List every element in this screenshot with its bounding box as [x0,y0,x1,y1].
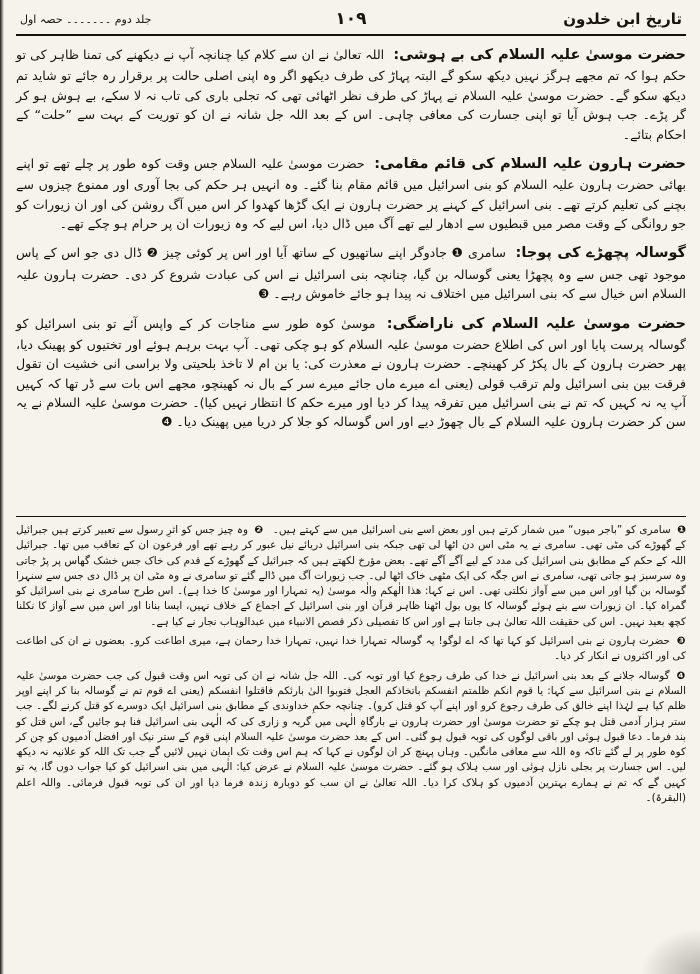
section-paragraph [16,313,686,432]
footnote-text: وہ چیز جس کو اثرِ رسول سے تعبیر کرتے ہیں جبرائیل کے گھوڑے کی مٹی تھی۔ سامری نے یہ مٹی اس دن اٹھا لی تھی جبکہ بنی اسرائیل دریائے نیل عبور کر رہے تھے اور فرعون ان کے تعاقب میں تھا۔ جبرائیل اللہ کے حکم کے مطابق بنی اسرائیل کی مدد کے لیے آگے آگے تھے۔ بعض مؤرخ لکھتے ہیں کہ جبرائیل کے گھوڑے کے قدم کی خاک جس خشک گھاس پر پڑ جاتی وہ سرسبز ہو جاتی تھی، سامری نے اس جگہ کی ایک مٹھی خاک اٹھا لی۔ جب زیورات آگ میں ڈالے گئے تو سامری نے وہ مٹی ان پر ڈال دی جس سے سنہرا گوسالہ بن گیا اور اس میں سے آواز نکلتی تھی۔ اس نے کہا: ھذا الٰھکم والٰہ موسیٰ (یہ تمہارا اور موسیٰ کا خدا ہے)۔ اس طرح سامری نے بنی اسرائیل کو گمراہ کیا۔ ان زیورات سے بنے ہوئے گوسالہ کا یوں بول اٹھنا ظاہر قرآن اور بنی اسرائیل کے اجماع کے خلاف نہیں، ایسا بنانا اور اس میں سے آواز کا نکلنا کچھ بعید نہیں۔ اس کی حقیقت اللہ تعالیٰ ہی جانتا ہے اور اس کا تفصیلی ذکر قصص الانبیاء میں عبدالوہاب نجار نے کیا ہے۔ [16,524,686,628]
footnote-marker: ❷ [254,524,264,536]
page-header [16,6,686,32]
footnote [16,523,686,630]
volume-label: جلد دوم ۔۔۔۔۔۔۔ حصہ اول [20,12,152,26]
section-heading: حضرت موسیٰ علیہ السلام کی ناراضگی: [386,315,686,332]
main-text [16,44,686,512]
footnote-marker: ❶ [677,524,686,536]
page-number: ۱۰۹ [335,9,367,29]
footnote [16,669,686,807]
footnote-marker: ❹ [676,669,686,682]
section-body: اللہ تعالیٰ نے ان سے کلام کیا چنانچہ آپ نے دیکھنے کی تمنا ظاہر کی تو حکم ہوا کہ تم مجھے ہرگز نہیں دیکھ سکو گے البتہ پہاڑ کی طرف دیکھو اگر وہ اپنی اصلی حالت پر برقرار رہ جائے تو شاید تم دیکھ سکو گے۔ حضرت موسیٰ علیہ السلام نے پہاڑ کی طرف نظر اٹھائی تھی کہ تجلی باری کی تاب نہ لا سکے، بے ہوش ہو کر گر پڑے۔ جب ہوش آیا تو اپنی جسارت کی معافی چاہی۔ اس کے بعد اللہ جل شانہ نے ان کو توریت کے بہت سے ”حلت“ کے احکام بتائے۔ [16,47,686,142]
section-heading: گوسالہ پچھڑے کی پوجا: [515,245,686,262]
book-title: تاریخ ابن خلدون [563,10,682,28]
section-paragraph [16,44,686,144]
header-divider [16,34,686,36]
footnote-marker: ❸ [676,635,686,648]
footnote-text: گوسالہ جلانے کے بعد بنی اسرائیل نے خدا کی طرف رجوع کیا اور توبہ کی۔ اللہ جل شانہ نے ان کی توبہ اس وقت قبول کی جب حضرت موسیٰ علیہ السلام نے بنی اسرائیل سے کہا: یا قوم انکم ظلمتم انفسکم باتخاذکم العجل فتوبوا الیٰ بارئکم فاقتلوا انفسکم (یعنی اے قوم تم نے گوسالہ بنا کر اپنے اوپر ظلم کیا ہے لہٰذا اپنے خالق کی طرف رجوع کرو اور اپنے آپ کو قتل کرو)۔ چنانچہ حکمِ خداوندی کے مطابق بنی اسرائیل ایک دوسرے کو قتل کرنے لگے۔ جب ستر ہزار آدمی قتل ہو چکے تو حضرت موسیٰ اور حضرت ہارون نے بارگاہِ الٰہی میں گریہ و زاری کی کہ الٰہی بنی اسرائیل فنا ہو جائیں گے، اس قتل کو بند فرما۔ دعا قبول ہوئی اور باقی لوگوں کی توبہ قبول ہو گئی۔ اس کے بعد حضرت موسیٰ علیہ السلام اپنی قوم کے ستر نیک اور افضل آدمیوں کو چن کر کوہ طور پر لے گئے تاکہ وہ اللہ سے معافی مانگیں۔ وہاں پہنچ کر ان لوگوں نے کہا کہ ہم اس وقت تک ایمان نہیں لائیں گے جب تک اللہ کو علانیہ نہ دیکھ لیں۔ اس جسارت پر بجلی نازل ہوئی اور سب ہلاک ہو گئے۔ حضرت موسیٰ علیہ السلام نے عرض کیا: الٰہی میں بنی اسرائیل کو کیا جواب دوں گا، یہ تو کہیں گے کہ تم نے ہمارے بہترین آدمیوں کو ہلاک کرا دیا۔ اللہ تعالیٰ نے ان سب کو دوبارہ زندہ فرما دیا اور ان کی توبہ قبول فرمائی۔ واللہ اعلم (البقرۃ)۔ [16,669,686,805]
footnote-text: سامری کو ”باجر میوں“ میں شمار کرتے ہیں اور بعض اسے بنی اسرائیل میں سے کہتے ہیں۔ [272,524,671,536]
section-paragraph [16,242,686,303]
footnotes-section [16,523,686,806]
scan-edge-artifact [0,0,4,974]
section-heading: حضرت ہارون علیہ السلام کی قائم مقامی: [374,155,686,172]
section-body: موسیٰ کوہ طور سے مناجات کر کے واپس آئے تو بنی اسرائیل کو گوسالہ پرست پایا اور اس کی اطلاع حضرت موسیٰ علیہ السلام کو ہو چکی تھی۔ آپ بہت برہم ہوئے اور تختیوں کو پھینک دیا، پھر حضرت ہارون کے بال پکڑ کر کھینچے۔ حضرت ہارون نے معذرت کی: یا بن ام لا تاخذ بلحیتی ولا براسی انی خشیت ان تقول فرقت بین بنی اسرائیل ولم ترقب قولی (یعنی اے میرے ماں جائے میرے سر کے بال نہ کھینچو، مجھے اس بات سے ڈر تھا کہ کہیں آپ یہ نہ کہیں کہ تم نے بنی اسرائیل میں تفرقہ پیدا کر دیا اور میرے حکم کا انتظار نہیں کیا)۔ حضرت موسیٰ علیہ السلام نے یہ سن کر حضرت ہارون علیہ السلام کے بال چھوڑ دیے اور اس گوسالہ کو جلا کر دریا میں پھینک دیا۔ ❹ [16,315,686,430]
scan-corner-smudge [640,928,700,974]
section-paragraph [16,153,686,234]
footnote-divider [16,516,686,517]
footnote-text: حضرت ہارون نے بنی اسرائیل کو کہا تھا کہ اے لوگو! یہ گوسالہ تمہارا خدا نہیں، تمہارا خدا رحمان ہے، میری اطاعت کرو۔ بعضوں نے ان کی اطاعت کی اور اکثروں نے انکار کر دیا۔ [16,635,686,663]
section-heading: حضرت موسیٰ علیہ السلام کی بے ہوشی: [393,47,686,63]
section-body: سامری ❶ جادوگر اپنے ساتھیوں کے ساتھ آیا اور اس پر کوئی چیز ❷ ڈال دی جو اس کے پاس موجود تھی جس سے وہ پچھڑا یعنی گوسالہ بن گیا، چنانچہ بنی اسرائیل نے اس کی عبادت شروع کر دی۔ حضرت ہارون علیہ السلام اس خیال سے کہ بنی اسرائیل میں اختلاف نہ پیدا ہو جائے خاموش رہے۔ ❸ [16,245,686,302]
section-body: حضرت موسیٰ علیہ السلام جس وقت کوہ طور پر چلے تھے تو اپنے بھائی حضرت ہارون علیہ السلام کو بنی اسرائیل میں قائم مقام بنا گئے۔ وہ انہیں ہر حکم کی بجا آوری اور ممنوع چیزوں سے بچنے کی تعلیم کرتے تھے۔ بنی اسرائیل کے کہنے پر حضرت ہارون نے ایک گڑھا کھدوا کر اس میں آگ روشن کی اور ان زیورات کو جو روانگی کے وقت مصر میں قبطیوں سے ادھار لیے تھے آگ میں ڈال دیا، اس لیے کہ وہ زیورات ان پر حرام ہو چکے تھے۔ [16,155,686,231]
footnote [16,634,686,665]
